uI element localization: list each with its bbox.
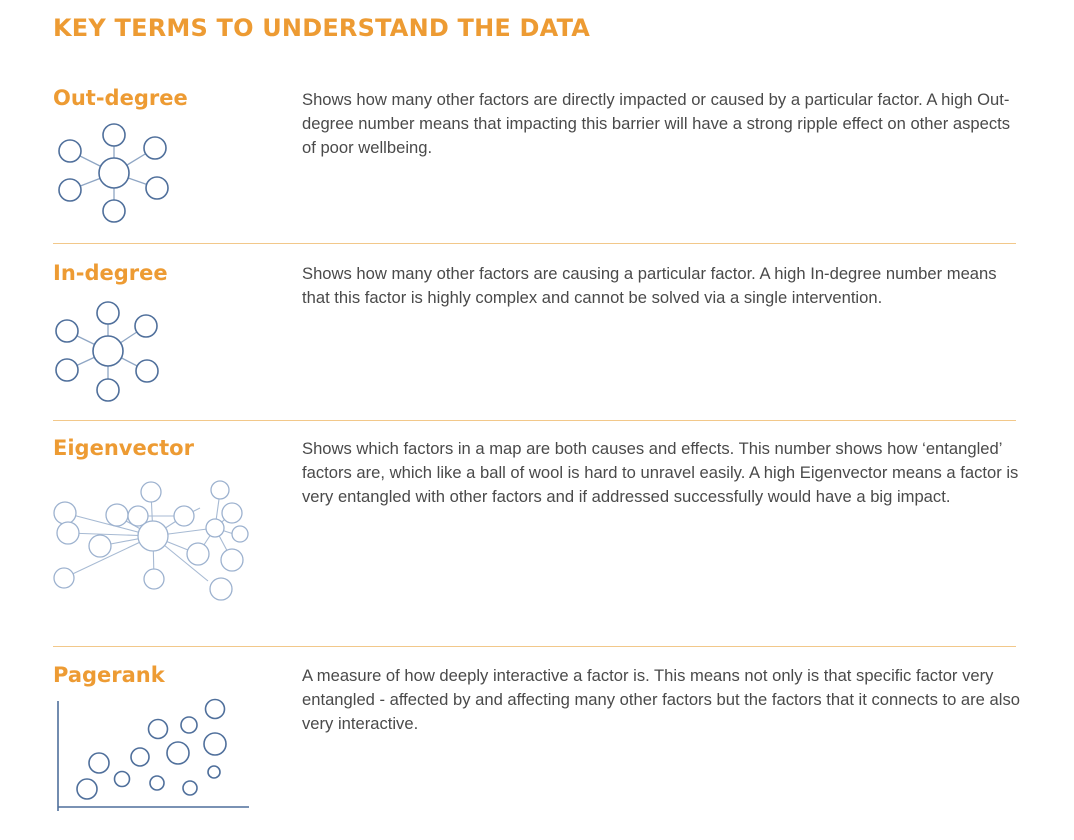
term-pagerank-description: A measure of how deeply interactive a factor is. This means not only is that specific factor very entangled - affected by and affecting many other factors but the factors that it connects to are also very interactive. — [302, 666, 1020, 733]
out-degree-network-icon — [50, 118, 180, 228]
term-in-degree-description: Shows how many other factors are causing a particular factor. A high In-degree number means that this factor is highly complex and cannot be solved via a single intervention. — [302, 264, 997, 307]
pagerank-scatter-icon — [52, 697, 252, 815]
divider — [53, 243, 1016, 244]
page-title: KEY TERMS TO UNDERSTAND THE DATA — [53, 14, 591, 42]
divider — [53, 646, 1016, 647]
term-in-degree-title: In-degree — [53, 261, 168, 285]
term-eigenvector-title: Eigenvector — [53, 436, 194, 460]
divider — [53, 420, 1016, 421]
eigenvector-network-icon — [50, 478, 255, 603]
term-pagerank-title: Pagerank — [53, 663, 165, 687]
term-out-degree-description: Shows how many other factors are directly impacted or caused by a particular factor. A high Out-degree number means that impacting this barrier will have a strong ripple effect on other aspects of poor wellbeing. — [302, 90, 1011, 157]
term-out-degree-title: Out-degree — [53, 86, 188, 110]
term-eigenvector-description: Shows which factors in a map are both causes and effects. This number shows how ‘entangled’ factors are, which like a ball of wool is hard to unravel easily. A high Eigenvector means a factor is very entangled with other factors and if addressed successfully would have a big impact. — [302, 439, 1019, 506]
in-degree-network-icon — [50, 298, 170, 408]
